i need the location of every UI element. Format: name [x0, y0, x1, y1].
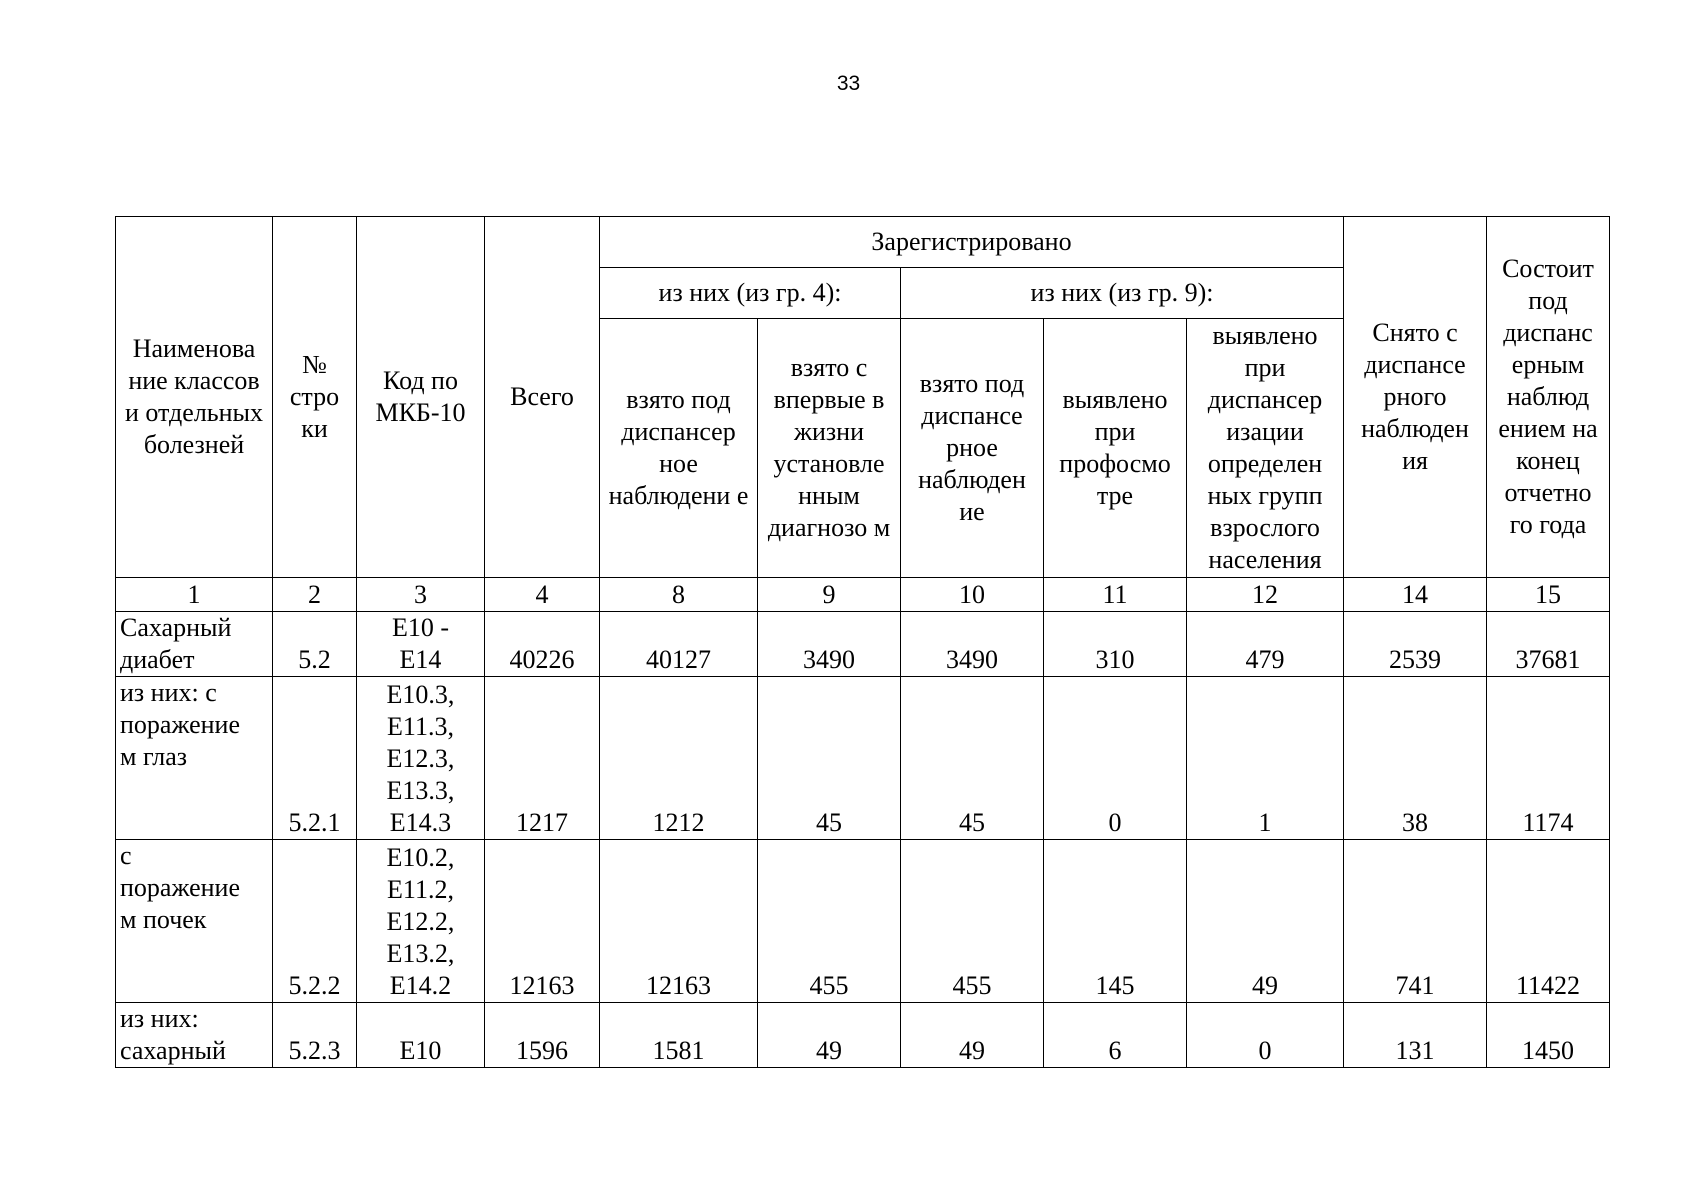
header-registered: Зарегистрировано — [600, 217, 1344, 268]
disease-name: из них: сахарный — [116, 1003, 273, 1068]
cell-col15: 1174 — [1487, 677, 1610, 840]
cell-col11: 0 — [1044, 677, 1187, 840]
cell-col10: 3490 — [901, 612, 1044, 677]
cell-col15: 11422 — [1487, 840, 1610, 1003]
row-number: 5.2.3 — [273, 1003, 357, 1068]
column-number: 2 — [273, 578, 357, 612]
row-number: 5.2.1 — [273, 677, 357, 840]
statistics-table — [115, 216, 1610, 1068]
icd-code: E10 — [357, 1003, 485, 1068]
cell-col8: 1212 — [600, 677, 758, 840]
header-disease-name: Наименова ние классов и отдельных болезней — [116, 217, 273, 578]
cell-col9: 3490 — [758, 612, 901, 677]
cell-col12: 1 — [1187, 677, 1344, 840]
cell-col11: 6 — [1044, 1003, 1187, 1068]
cell-col14: 131 — [1344, 1003, 1487, 1068]
column-number: 8 — [600, 578, 758, 612]
cell-col12: 0 — [1187, 1003, 1344, 1068]
cell-col9: 49 — [758, 1003, 901, 1068]
icd-code: E10.3, E11.3, E12.3, E13.3, E14.3 — [357, 677, 485, 840]
disease-name: из них: с поражение м глаз — [116, 677, 273, 840]
header-under-observation-year-end: Состоит под диспанс ерным наблюд ением на конец отчетно го года — [1487, 217, 1610, 578]
cell-col12: 479 — [1187, 612, 1344, 677]
header-col9: взято с впервые в жизни установле нным диагнозо м — [758, 319, 901, 578]
cell-total: 12163 — [485, 840, 600, 1003]
cell-col10: 455 — [901, 840, 1044, 1003]
header-total: Всего — [485, 217, 600, 578]
column-number: 12 — [1187, 578, 1344, 612]
cell-col9: 45 — [758, 677, 901, 840]
cell-col10: 49 — [901, 1003, 1044, 1068]
icd-code: E10 - E14 — [357, 612, 485, 677]
cell-total: 1217 — [485, 677, 600, 840]
column-number: 11 — [1044, 578, 1187, 612]
header-col8: взято под диспансер ное наблюдени е — [600, 319, 758, 578]
header-icd-code: Код по МКБ-10 — [357, 217, 485, 578]
cell-col8: 12163 — [600, 840, 758, 1003]
header-col12: выявлено при диспансер изации определен ных групп взрослого населения — [1187, 319, 1344, 578]
disease-name: с поражение м почек — [116, 840, 273, 1003]
column-number-row — [116, 578, 1610, 612]
header-col10: взято под диспансе рное наблюден ие — [901, 319, 1044, 578]
icd-code: E10.2, E11.2, E12.2, E13.2, E14.2 — [357, 840, 485, 1003]
cell-col9: 455 — [758, 840, 901, 1003]
cell-col8: 40127 — [600, 612, 758, 677]
cell-col14: 38 — [1344, 677, 1487, 840]
cell-col12: 49 — [1187, 840, 1344, 1003]
header-removed-from-observation: Снято с диспансе рного наблюден ия — [1344, 217, 1487, 578]
column-number: 3 — [357, 578, 485, 612]
disease-name: Сахарный диабет — [116, 612, 273, 677]
table-row — [116, 677, 1610, 840]
column-number: 10 — [901, 578, 1044, 612]
cell-col14: 2539 — [1344, 612, 1487, 677]
header-col11: выявлено при профосмо тре — [1044, 319, 1187, 578]
column-number: 4 — [485, 578, 600, 612]
column-number: 1 — [116, 578, 273, 612]
cell-total: 1596 — [485, 1003, 600, 1068]
header-of-them-gr4: из них (из гр. 4): — [600, 268, 901, 319]
cell-col14: 741 — [1344, 840, 1487, 1003]
column-number: 15 — [1487, 578, 1610, 612]
cell-col11: 145 — [1044, 840, 1187, 1003]
table-row — [116, 840, 1610, 1003]
column-number: 9 — [758, 578, 901, 612]
cell-col11: 310 — [1044, 612, 1187, 677]
cell-total: 40226 — [485, 612, 600, 677]
cell-col15: 1450 — [1487, 1003, 1610, 1068]
row-number: 5.2 — [273, 612, 357, 677]
header-of-them-gr9: из них (из гр. 9): — [901, 268, 1344, 319]
table-row — [116, 1003, 1610, 1068]
cell-col15: 37681 — [1487, 612, 1610, 677]
table-row — [116, 612, 1610, 677]
cell-col10: 45 — [901, 677, 1044, 840]
column-number: 14 — [1344, 578, 1487, 612]
row-number: 5.2.2 — [273, 840, 357, 1003]
header-row-number: № стро ки — [273, 217, 357, 578]
page-number: 33 — [836, 72, 861, 95]
cell-col8: 1581 — [600, 1003, 758, 1068]
